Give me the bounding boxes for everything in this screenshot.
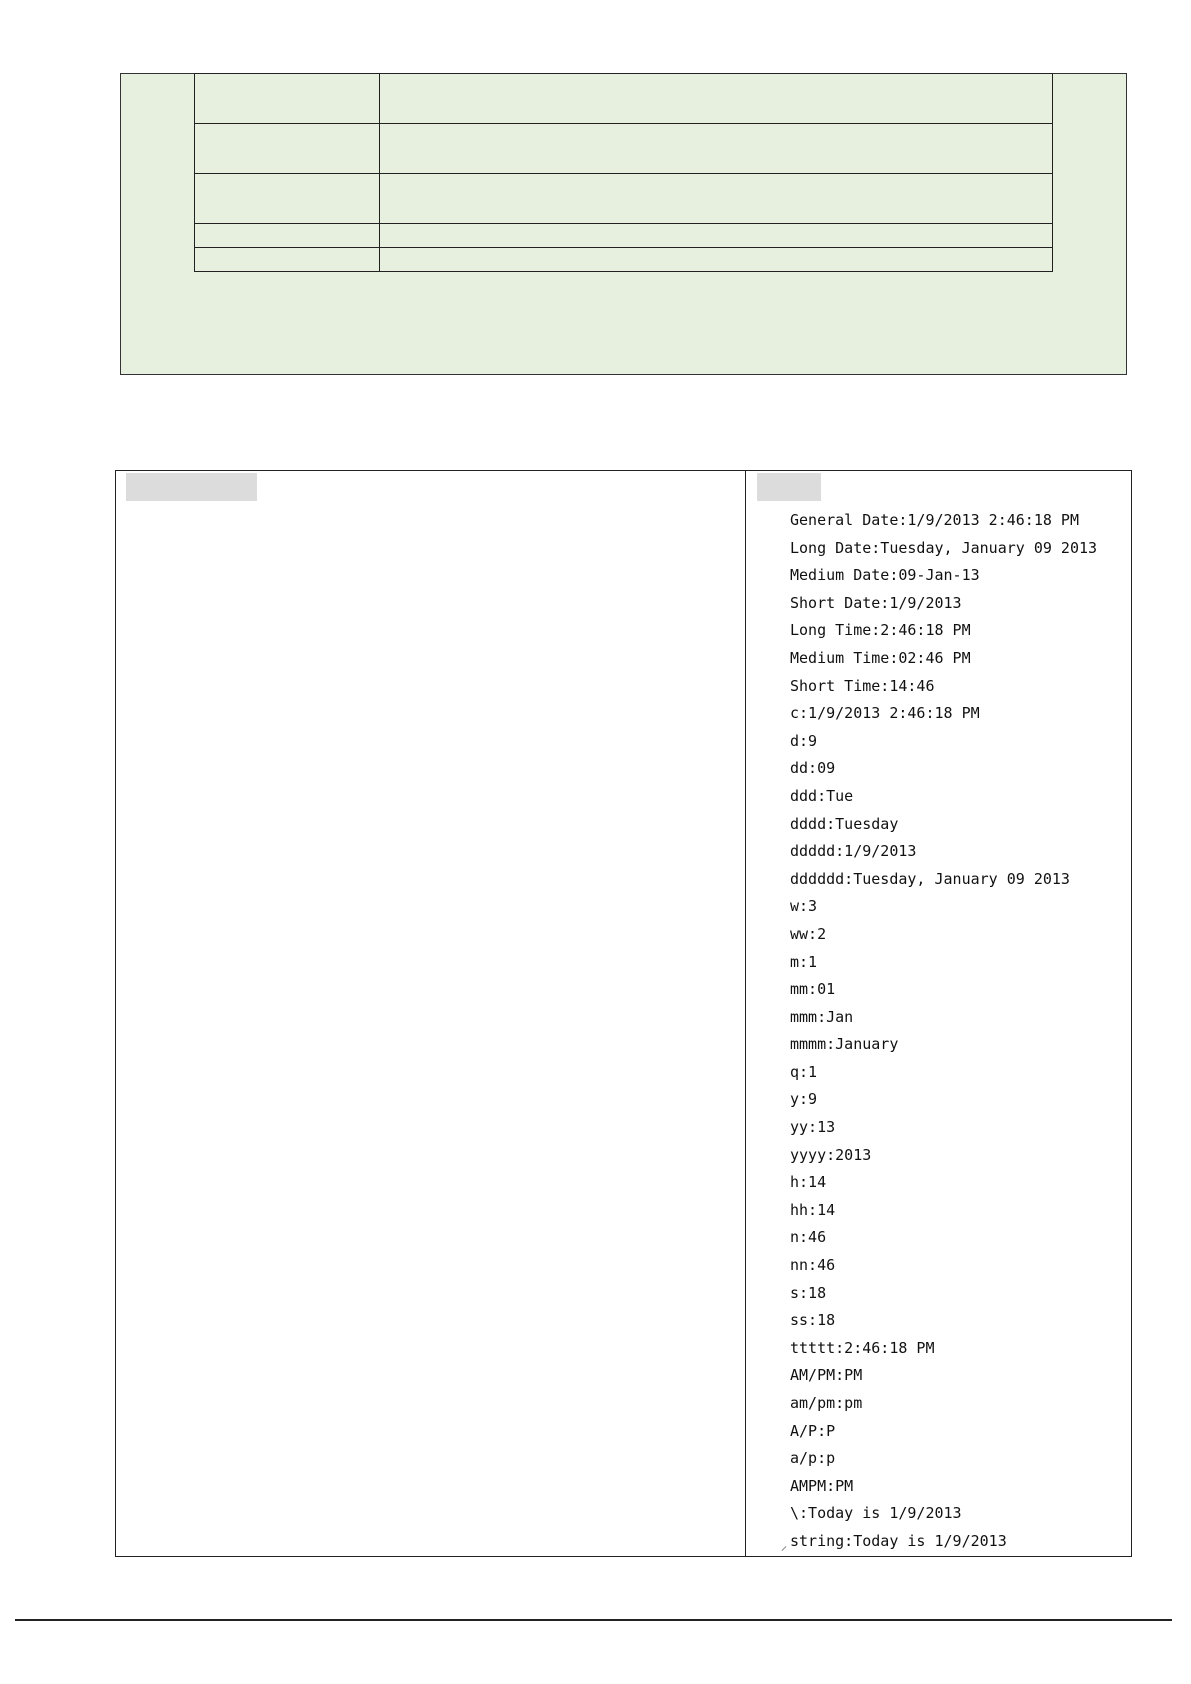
- output-line: Long Date:Tuesday, January 09 2013: [790, 538, 1098, 557]
- output-line: c:1/9/2013 2:46:18 PM: [790, 704, 980, 723]
- table-row: [195, 224, 1053, 248]
- table-cell: [195, 124, 380, 174]
- output-line: am/pm:pm: [790, 1394, 863, 1412]
- code-output-box: [115, 470, 1132, 1557]
- output-header-tab: [757, 473, 821, 501]
- output-line: dddd:Tuesday: [790, 814, 899, 833]
- output-line: dd:09: [790, 759, 836, 778]
- output-line: ddddd:1/9/2013: [790, 842, 917, 861]
- output-line: AMPM:PM: [790, 1476, 854, 1495]
- output-line: mmm:Jan: [790, 1007, 854, 1026]
- green-info-box: [120, 73, 1127, 375]
- output-line: ww:2: [790, 924, 827, 943]
- output-line: \:Today is 1/9/2013: [790, 1504, 962, 1523]
- reference-table: [194, 73, 1053, 272]
- table-cell: [380, 248, 1053, 272]
- table-row: [195, 174, 1053, 224]
- output-line: mmmm:January: [790, 1035, 899, 1054]
- table-cell: [380, 124, 1053, 174]
- output-line: Long Time:2:46:18 PM: [790, 621, 971, 640]
- table-cell: [380, 174, 1053, 224]
- output-line: AM/PM:PM: [790, 1366, 863, 1385]
- output-line: ttttt:2:46:18 PM: [790, 1338, 935, 1357]
- table-row: [195, 124, 1053, 174]
- output-line: h:14: [790, 1173, 827, 1192]
- table-cell: [380, 224, 1053, 248]
- table-row: [195, 248, 1053, 272]
- output-line: dddddd:Tuesday, January 09 2013: [790, 869, 1070, 888]
- footer-rule: [15, 1619, 1172, 1621]
- column-divider: [745, 471, 746, 1556]
- output-line: m:1: [790, 952, 818, 971]
- output-line: y:9: [790, 1090, 818, 1109]
- output-line: Medium Time:02:46 PM: [790, 648, 971, 667]
- output-line: General Date:1/9/2013 2:46:18 PM: [790, 511, 1079, 529]
- output-list: [790, 507, 1097, 1556]
- output-line: nn:46: [790, 1256, 836, 1275]
- output-line: q:1: [790, 1062, 818, 1081]
- table-cell: [380, 74, 1053, 124]
- table-row: [195, 74, 1053, 124]
- scan-mark: [782, 1546, 787, 1551]
- output-line: string:Today is 1/9/2013: [790, 1531, 1007, 1550]
- table-cell: [195, 174, 380, 224]
- output-line: a/p:p: [790, 1449, 836, 1468]
- table-cell: [195, 74, 380, 124]
- output-line: A/P:P: [790, 1421, 836, 1440]
- output-line: Short Time:14:46: [790, 676, 935, 695]
- output-line: mm:01: [790, 980, 836, 999]
- output-line: s:18: [790, 1283, 827, 1302]
- output-line: yy:13: [790, 1118, 836, 1137]
- table-cell: [195, 224, 380, 248]
- output-line: ddd:Tue: [790, 786, 854, 805]
- output-line: ss:18: [790, 1311, 836, 1330]
- output-line: Medium Date:09-Jan-13: [790, 566, 980, 585]
- output-line: Short Date:1/9/2013: [790, 593, 962, 612]
- output-line: hh:14: [790, 1200, 836, 1219]
- table-cell: [195, 248, 380, 272]
- output-line: d:9: [790, 731, 818, 750]
- output-line: n:46: [790, 1228, 827, 1247]
- output-line: yyyy:2013: [790, 1145, 872, 1164]
- output-line: w:3: [790, 897, 818, 916]
- code-header-tab: [126, 473, 257, 501]
